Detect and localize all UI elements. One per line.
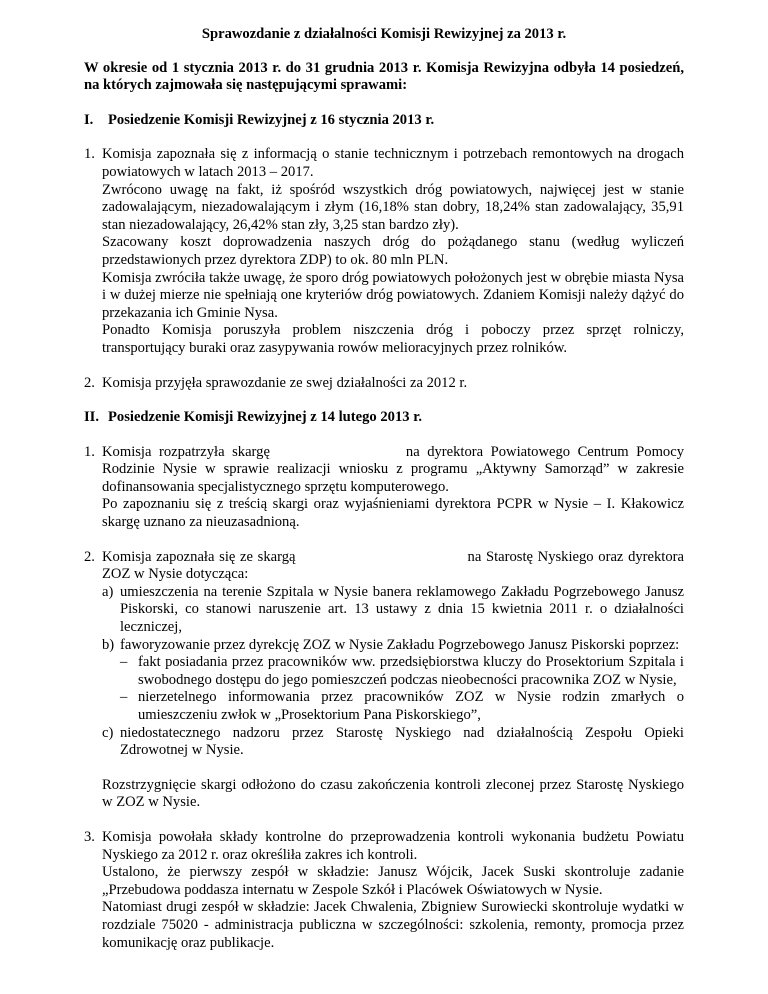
dash-item: [84, 689, 684, 724]
paragraph: Komisja przyjęła sprawozdanie ze swej działalności za 2012 r.: [102, 374, 468, 391]
list-item: [84, 444, 684, 532]
paragraph: Komisja zwróciła także uwagę, że sporo dróg powiatowych położonych jest w obrębie miasta Nysa i w dużej mierze nie spełniają one kryteriów dróg powiatowych. Zdaniem Komisji należy dążyć do przekazania ich Gminie Nysa.: [102, 269, 684, 321]
list-item: [84, 375, 684, 393]
dash-item: [84, 654, 684, 689]
paragraph: Komisja zapoznała się z informacją o stanie technicznym i potrzebach remontowych na drogach powiatowych w latach 2013 – 2017.: [102, 146, 684, 180]
section-title: Posiedzenie Komisji Rewizyjnej z 16 stycznia 2013 r.: [108, 111, 435, 128]
section-number: II.: [84, 409, 100, 426]
sub-item-label: a): [102, 583, 114, 600]
list-item: [84, 829, 684, 952]
paragraph: Natomiast drugi zespół w składzie: Jacek Chwalenia, Zbigniew Surowiecki skontroluje wydatki w rozdziale 75020 - administracja publiczna w szczególności: szkolenia, remonty, promocja przez komunikację oraz publikacje.: [102, 899, 684, 951]
section-number: I.: [84, 111, 94, 128]
list-item: [84, 549, 684, 584]
sub-item: [84, 725, 684, 760]
sub-item: [84, 637, 684, 655]
sub-item-text: niedostatecznego nadzoru przez Starostę Nyskiego nad działalnością Zespołu Opieki Zdrowotnej w Nysie.: [120, 724, 684, 759]
paragraph: Zwrócono uwagę na fakt, iż spośród wszystkich dróg powiatowych, najwięcej jest w stanie zadowalającym, niezadowalającym i złym (16,18% stan dobry, 18,24% stan zadowalający, 35,91 stan niezadowalający, 26,42% stan zły, 3,25 stan bardzo zły).: [102, 181, 684, 233]
section-heading-2: [84, 409, 684, 427]
text-fragment: Komisja rozpatrzyła skargę: [102, 443, 270, 460]
paragraph: Szacowany koszt doprowadzenia naszych dróg do pożądanego stanu (według wyliczeń przedstawionych przez dyrektora ZDP) to ok. 80 mln PLN.: [102, 234, 684, 268]
sub-item: [84, 584, 684, 637]
item-number: 3.: [84, 828, 95, 845]
paragraph: [102, 444, 684, 497]
intro-paragraph: W okresie od 1 stycznia 2013 r. do 31 grudnia 2013 r. Komisja Rewizyjna odbyła 14 posiedzeń, na których zajmowała się następującymi sprawami:: [84, 59, 684, 94]
sub-item-text: umieszczenia na terenie Szpitala w Nysie banera reklamowego Zakładu Pogrzebowego Janusz Piskorski, co stanowi naruszenie art. 13 ustawy z dnia 15 kwietnia 2011 r. o działalności leczniczej,: [120, 583, 684, 636]
paragraph: [102, 549, 684, 584]
paragraph: Ponadto Komisja poruszyła problem niszczenia dróg i poboczy przez sprzęt rolniczy, transportujący buraki oraz zasypywania rowów melioracyjnych przez rolników.: [102, 322, 684, 356]
dash-symbol: –: [120, 654, 128, 671]
sub-item-label: c): [102, 724, 114, 741]
text-fragment: Komisja zapoznała się ze skargą: [102, 548, 296, 565]
paragraph: Rozstrzygnięcie skargi odłożono do czasu zakończenia kontroli zleconej przez Starostę Nyskiego w ZOZ w Nysie.: [102, 776, 684, 811]
dash-item-text: fakt posiadania przez pracowników ww. przedsiębiorstwa kluczy do Prosektorium Szpitala i swobodnego dostępu do jego pomieszczeń podczas nieobecności pracownika ZOZ w Nysie,: [138, 654, 684, 688]
dash-item-text: nierzetelnego informowania przez pracowników ZOZ w Nysie rodzin zmarłych o umieszczeniu zwłok w „Prosektorium Pana Piskorskiego”,: [138, 689, 684, 723]
item-number: 1.: [84, 146, 95, 163]
dash-symbol: –: [120, 689, 128, 706]
text-fragment: na Starostę Nyskiego oraz dyrektora ZOZ w Nysie dotycząca:: [102, 548, 684, 583]
paragraph: Komisja powołała składy kontrolne do przeprowadzenia kontroli wykonania budżetu Powiatu Nyskiego za 2012 r. oraz określiła zakres ich kontroli.: [102, 828, 684, 863]
document-title: Sprawozdanie z działalności Komisji Rewizyjnej za 2013 r.: [201, 26, 567, 42]
sub-item-label: b): [102, 636, 115, 653]
list-item: [84, 146, 684, 357]
item-number: 2.: [84, 374, 95, 391]
section-title: Posiedzenie Komisji Rewizyjnej z 14 lutego 2013 r.: [108, 409, 422, 426]
document-page: [84, 26, 684, 969]
sub-item-text: faworyzowanie przez dyrekcję ZOZ w Nysie Zakładu Pogrzebowego Janusz Piskorski poprzez:: [120, 636, 680, 653]
section-heading-1: [84, 112, 684, 130]
item-number: 1.: [84, 443, 95, 460]
paragraph: Ustalono, że pierwszy zespół w składzie: Janusz Wójcik, Jacek Suski skontroluje zadanie „Przebudowa poddasza internatu w Zespole Szkół i Placówek Oświatowych w Nysie.: [102, 864, 684, 898]
text-fragment: na dyrektora Powiatowego Centrum Pomocy Rodzinie Nysie w sprawie realizacji wniosku z programu „Aktywny Samorząd” w zakresie dofinansowania specjalistycznego sprzętu komputerowego.: [102, 443, 684, 495]
item-number: 2.: [84, 548, 95, 565]
paragraph: Po zapoznaniu się z treścią skargi oraz wyjaśnieniami dyrektora PCPR w Nysie – I. Kłakowicz skargę uznano za nieuzasadnioną.: [102, 496, 684, 531]
